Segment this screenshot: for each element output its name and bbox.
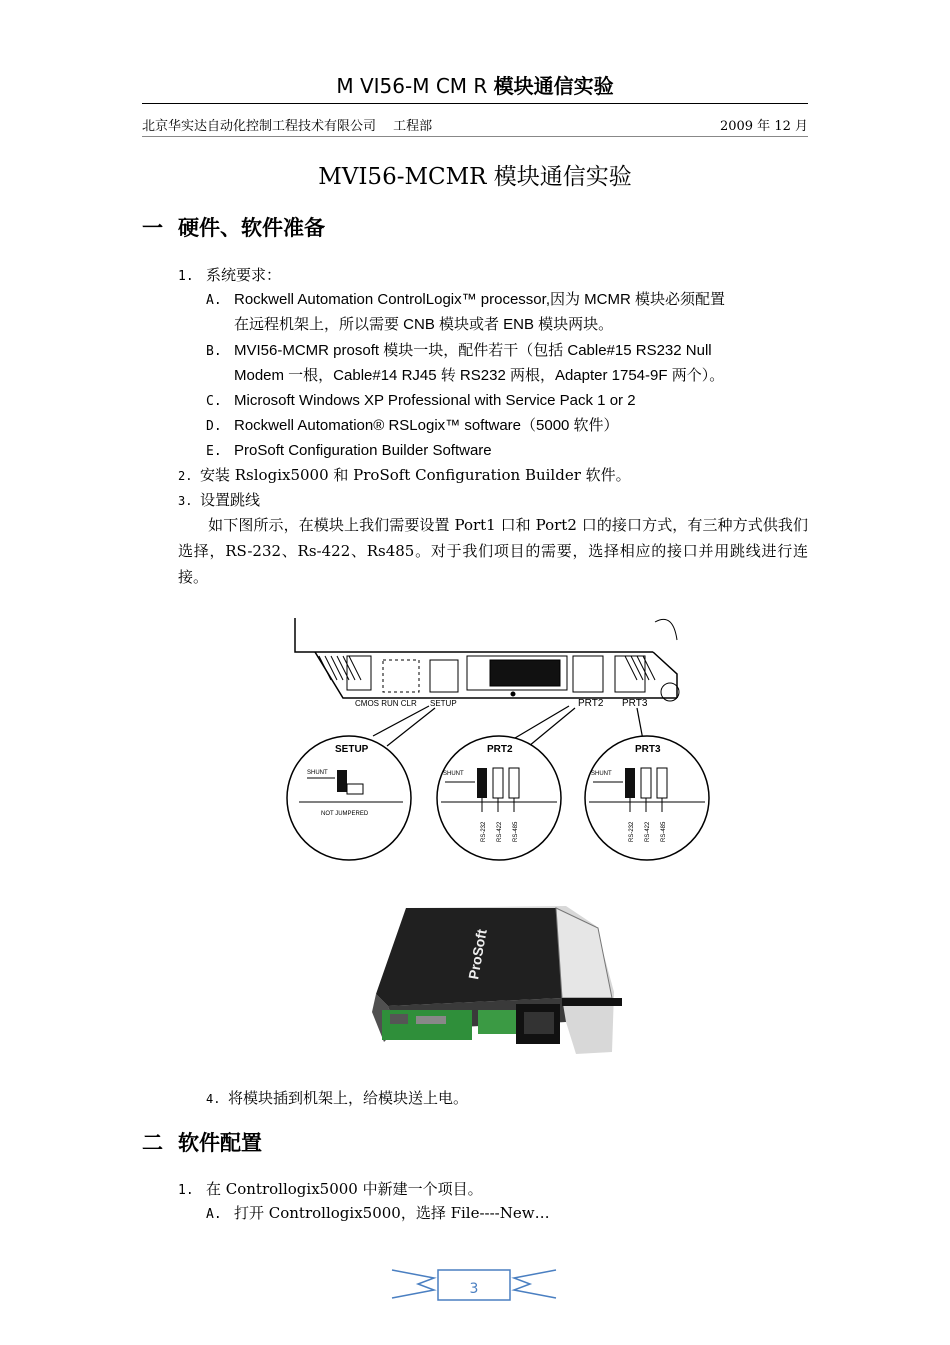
list-item-text: MVI56-MCMR prosoft 模块一块，配件若干（包括 Cable#15 RS232 Null (234, 342, 712, 359)
setup-title: SETUP (335, 744, 369, 755)
section-title: 硬件、软件准备 (178, 216, 325, 240)
section-title: 软件配置 (178, 1131, 262, 1155)
board-label-cmos: CMOS RUN CLR (355, 699, 417, 708)
list-marker: B. (206, 344, 222, 359)
list-item-text: Rockwell Automation ControlLogix™ processor,因为 MCMR 模块必须配置 (234, 291, 725, 308)
list-item-text: 设置跳线 (200, 491, 261, 509)
header-rule (142, 103, 808, 104)
board-hatch (319, 656, 655, 680)
sub-list-item (206, 439, 492, 464)
list-item-text: Microsoft Windows XP Professional with Service Pack 1 or 2 (234, 392, 636, 409)
section-heading-2 (142, 1127, 262, 1157)
sub-list-item (206, 288, 725, 313)
list-marker: 1. (178, 1183, 194, 1198)
board-components (347, 656, 679, 701)
prt2-pin-rs232: RS-232 (481, 821, 487, 842)
setup-shunt-label: SHUNT (307, 770, 328, 776)
prt2-shunt-label: SHUNT (443, 771, 464, 777)
board-outline (295, 618, 677, 698)
header-rule-bottom (142, 136, 808, 137)
list-marker: 3. (178, 494, 193, 508)
sub-list-item (206, 389, 636, 414)
sub-list-item (206, 1201, 550, 1227)
list-item (178, 1177, 483, 1203)
list-marker: D. (206, 419, 222, 434)
prt2-pin-rs485: RS-485 (513, 821, 519, 842)
section-number: 二 (142, 1131, 163, 1155)
page-number: 3 (469, 1281, 479, 1297)
setup-note: NOT JUMPERED (321, 811, 369, 817)
section-heading-1 (142, 212, 325, 242)
prt3-pin-rs422: RS-422 (645, 821, 651, 842)
list-item-text: 系统要求： (206, 266, 282, 284)
running-title-model: M VI56-M CM R (336, 74, 488, 98)
jumper-diagram (285, 612, 715, 862)
list-item-continuation: Modem 一根，Cable#14 RJ45 转 RS232 两根，Adapter 1754-9F 两个）。 (234, 367, 725, 384)
board-label-prt3: PRT3 (622, 698, 648, 709)
list-item (178, 488, 260, 513)
prt3-pin-rs232: RS-232 (629, 821, 635, 842)
body-paragraph: 如下图所示，在模块上我们需要设置 Port1 口和 Port2 口的接口方式，有三种方式供我们选择，RS-232、Rs-422、Rs485。对于我们项目的需要，选择相应的接口并用跳线进行连接。 (178, 516, 808, 586)
list-item (178, 263, 281, 289)
prt3-detail (585, 736, 709, 860)
header-date: 2009 年 12 月 (719, 119, 808, 134)
list-marker: C. (206, 394, 222, 409)
running-title (0, 70, 950, 99)
list-item-continuation: 在远程机架上，所以需要 CNB 模块或者 ENB 模块两块。 (234, 316, 614, 333)
list-item (206, 1086, 468, 1111)
list-marker: A. (206, 293, 222, 308)
prt2-title: PRT2 (487, 744, 513, 755)
sub-list-item (206, 414, 619, 439)
header-company: 北京华实达自动化控制工程技术有限公司 工程部 (142, 119, 433, 134)
list-marker: 1. (178, 269, 194, 284)
list-item-text: 将模块插到机架上，给模块送上电。 (228, 1089, 469, 1107)
list-item-text: 安装 Rslogix5000 和 ProSoft Configuration Builder 软件。 (200, 466, 631, 484)
prt3-pin-rs485: RS-485 (661, 821, 667, 842)
running-title-text: 模块通信实验 (493, 74, 614, 98)
prt3-shunt-label: SHUNT (591, 771, 612, 777)
sub-list-item (206, 339, 712, 364)
list-item-text: 打开 Controllogix5000，选择 File----New… (234, 1204, 550, 1222)
board-label-setup: SETUP (430, 699, 457, 708)
section-number: 一 (142, 216, 163, 240)
prt2-detail (437, 736, 561, 860)
list-item-text: ProSoft Configuration Builder Software (234, 442, 492, 459)
list-marker: 2. (178, 469, 193, 483)
setup-detail (287, 736, 411, 860)
list-item (178, 463, 631, 488)
list-item-text: 在 Controllogix5000 中新建一个项目。 (206, 1180, 483, 1198)
module-photo (366, 902, 622, 1058)
list-item-text: Rockwell Automation® RSLogix™ software（5000 软件） (234, 417, 619, 434)
board-label-prt2: PRT2 (578, 698, 604, 709)
photo-brand-label: ProSoft (465, 927, 490, 981)
list-marker: 4. (206, 1092, 221, 1106)
prt3-title: PRT3 (635, 744, 661, 755)
list-marker: E. (206, 444, 222, 459)
list-marker: A. (206, 1207, 222, 1222)
document-title: MVI56-MCMR 模块通信实验 (318, 164, 632, 190)
prt2-pin-rs422: RS-422 (497, 821, 503, 842)
